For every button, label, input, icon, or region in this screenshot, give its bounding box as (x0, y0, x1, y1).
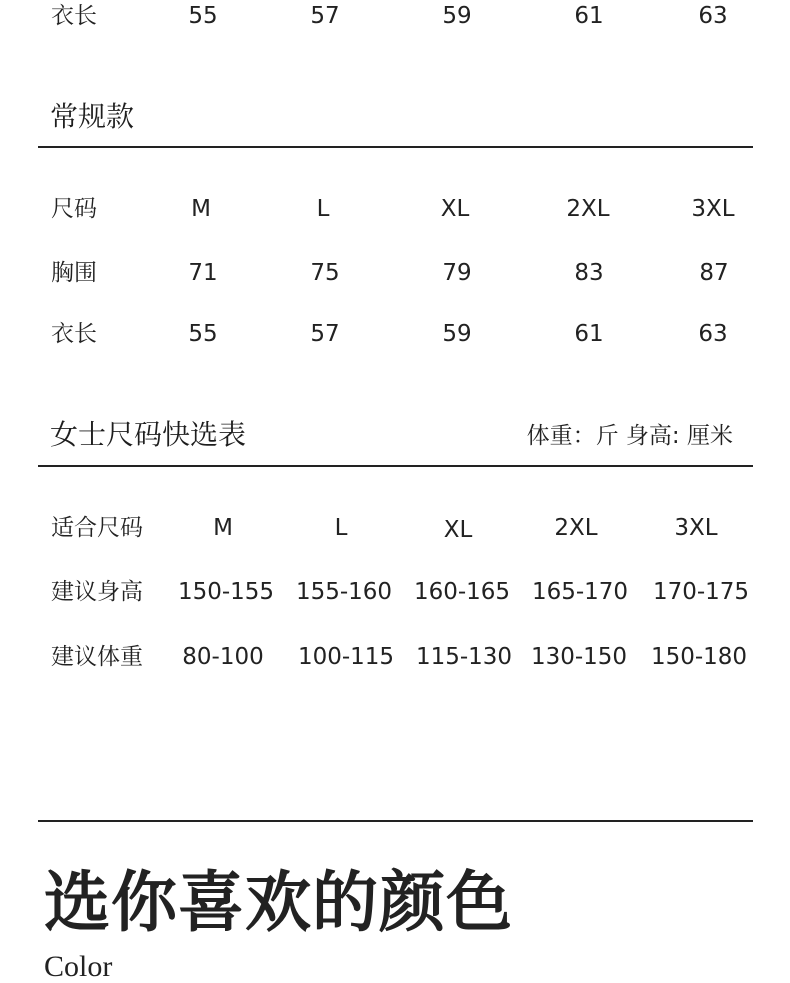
size-header-cell: L (316, 196, 330, 222)
row-label: 衣长 (51, 321, 97, 347)
header-label: 尺码 (51, 196, 97, 222)
size-header-cell: L (334, 515, 348, 541)
table-cell: 170-175 (652, 579, 750, 605)
row-label: 胸围 (51, 260, 97, 286)
divider (38, 146, 753, 148)
table-cell: 59 (442, 321, 472, 347)
section-title: 女士尺码快选表 (50, 418, 247, 451)
table-cell: 165-170 (531, 579, 629, 605)
size-header-cell: 2XL (554, 515, 598, 541)
table-cell: 71 (188, 260, 218, 286)
table-cell: 75 (310, 260, 340, 286)
table-cell: 57 (310, 321, 340, 347)
table-cell: 61 (574, 321, 604, 347)
table-cell: 115-130 (415, 644, 513, 670)
divider (38, 465, 753, 467)
table-cell: 80-100 (182, 644, 264, 670)
section-title: 常规款 (50, 100, 135, 133)
size-header-cell: 3XL (691, 196, 735, 222)
table-cell: 61 (574, 3, 604, 29)
size-header-cell: XL (440, 196, 470, 222)
table-cell: 55 (188, 321, 218, 347)
size-header-cell: 3XL (674, 515, 718, 541)
table-cell: 100-115 (297, 644, 395, 670)
table-cell: 160-165 (413, 579, 511, 605)
table-cell: 87 (699, 260, 729, 286)
table-cell: 130-150 (530, 644, 628, 670)
table-cell: 150-180 (650, 644, 748, 670)
row-label: 建议体重 (51, 644, 143, 670)
size-header-cell: M (191, 196, 211, 222)
table-cell: 63 (698, 321, 728, 347)
color-section-subtitle: Color (44, 950, 113, 983)
header-label: 适合尺码 (51, 515, 143, 541)
size-header-cell: M (213, 515, 233, 541)
size-header-cell: 2XL (566, 196, 610, 222)
table-cell: 59 (442, 3, 472, 29)
divider (38, 820, 753, 822)
table-cell: 83 (574, 260, 604, 286)
row-label: 衣长 (51, 3, 97, 29)
size-header-cell: XL (443, 517, 473, 543)
row-label: 建议身高 (51, 579, 143, 605)
color-section-title: 选你喜欢的颜色 (44, 864, 513, 941)
table-cell: 150-155 (177, 579, 275, 605)
unit-note: 体重：斤 身高: 厘米 (526, 423, 733, 449)
table-cell: 57 (310, 3, 340, 29)
table-cell: 79 (442, 260, 472, 286)
table-cell: 63 (698, 3, 728, 29)
table-cell: 155-160 (295, 579, 393, 605)
table-cell: 55 (188, 3, 218, 29)
